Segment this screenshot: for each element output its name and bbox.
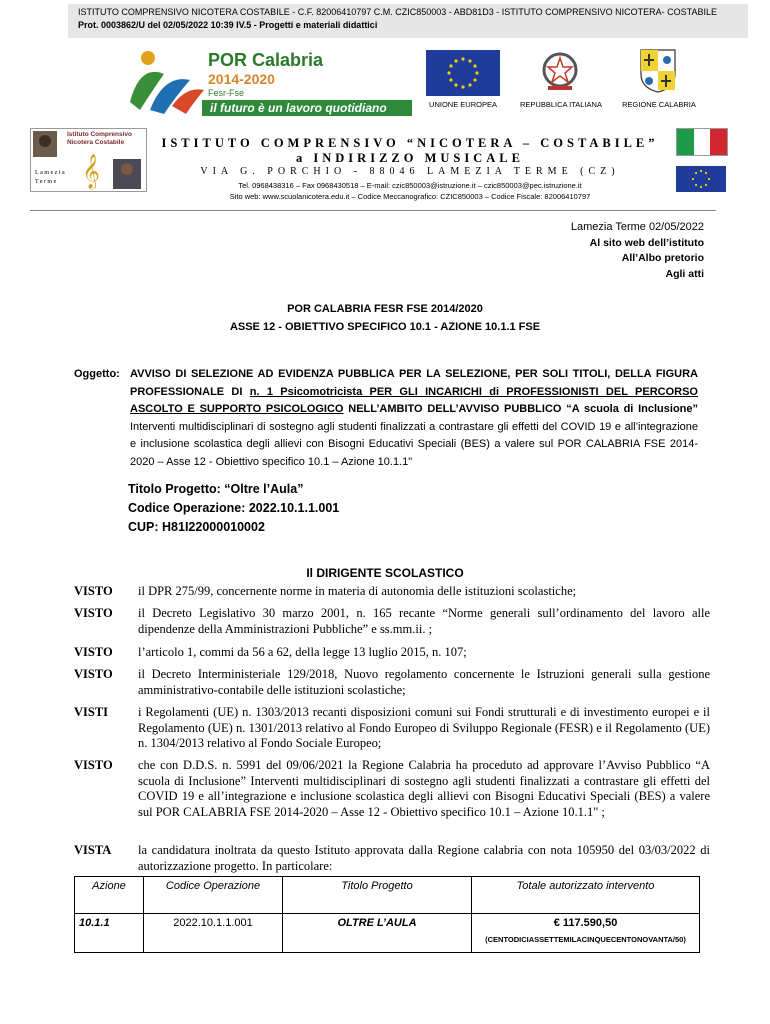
th-codice: Codice Operazione [144,877,283,914]
document-heading [0,300,770,336]
oggetto-text [130,366,698,472]
project-code: Codice Operazione: 2022.10.1.1.001 [128,501,340,515]
visto-item [74,705,710,752]
td-totale [472,914,700,953]
table-header-row [75,877,700,914]
por-fund: Fesr-Fse [208,88,244,98]
por-calabria-logo [120,44,420,118]
visto-key: VISTO [74,667,113,681]
school-logo-line-2: Nicotera Costabile [67,139,125,146]
oggetto-block [74,366,698,472]
svg-text:𝄞: 𝄞 [82,154,100,189]
regione-calabria-emblem-icon [637,46,679,94]
th-totale: Totale autorizzato intervento [472,877,700,914]
stamp-line-2: Prot. 0003862/U del 02/05/2022 10:39 IV.5 - Progetti e materiali didattici [78,20,378,30]
visto-key: VISTO [74,758,113,772]
visto-key: VISTO [74,645,113,659]
header-divider [30,210,716,211]
school-contacts-line-2: Sito web: www.scuolanicotera.edu.it – Codice Meccanografico: CZIC850003 – Codice Fiscale: 82006410797 [229,192,591,201]
authorization-table [74,876,700,953]
visto-item [74,843,710,874]
recipient-1: Al sito web dell’istituto [589,236,704,249]
visto-text: i Regolamenti (UE) n. 1303/2013 recanti disposizioni comuni sui Fondi strutturali e di investimento europei e il Regolamento (UE) n. 1301/2013 relativo al Fondo Europeo di Sviluppo Regionale (FESR) e il Regolamento (UE) n. 1304/2013 relativo al Fondo Sociale Europeo; [138,705,710,750]
italian-republic-emblem-icon [540,48,580,94]
recipients-block [571,220,704,282]
th-titolo: Titolo Progetto [283,877,472,914]
school-logo-line-1: Istituto Comprensivo [67,131,133,138]
caption-it: REPUBBLICA ITALIANA [520,100,602,109]
td-azione: 10.1.1 [75,914,144,953]
school-logo [30,128,147,192]
school-logo-line-4: Terme [35,179,58,185]
visto-item [74,667,710,698]
visto-item [74,584,710,600]
school-address: VIA G. PORCHIO - 88046 LAMEZIA TERME (CZ) [200,166,620,177]
visto-key: VISTO [74,584,113,598]
th-azione: Azione [75,877,144,914]
td-titolo: OLTRE L’AULA [283,914,472,953]
visto-key: VISTA [74,843,112,857]
project-title: Titolo Progetto: “Oltre l’Aula” [128,482,304,496]
school-name-line-1: ISTITUTO COMPRENSIVO “NICOTERA – COSTABILE” [161,136,659,150]
eu-flag-small-icon [676,166,726,192]
heading-line-2: ASSE 12 - OBIETTIVO SPECIFICO 10.1 - AZIONE 10.1.1 FSE [229,321,541,333]
italian-flag-icon [676,128,728,156]
school-logo-line-3: Lamezia [35,170,67,176]
eu-flag-icon [426,50,500,96]
caption-eu: UNIONE EUROPEA [429,100,497,109]
school-name [150,136,670,166]
oggetto-part-4: Interventi multidisciplinari di sostegno agli studenti finalizzati a contrastare gli effetti del COVID 19 e all’integrazione e inclusione scolastica degli allievi con Bisogni Educativi Speciali (BES) a valere sul POR CALABRIA FSE 2014-2020 – Asse 12 - Obiettivo specifico 10.1 – Azione 10.1.1" [130,420,698,468]
por-slogan: il futuro è un lavoro quotidiano [210,101,387,115]
project-cup: CUP: H81I22000010002 [128,520,265,534]
por-years: 2014-2020 [208,71,275,87]
caption-cal: REGIONE CALABRIA [622,100,696,109]
visto-item [74,645,710,661]
visto-text: la candidatura inoltrata da questo Istituto approvata dalla Regione calabria con nota 105950 del 03/03/2022 di autorizzazione progetto. In particolare: [138,843,710,873]
oggetto-part-1: AVVISO DI SELEZIONE AD EVIDENZA PUBBLICA PER LA SELEZIONE, PER SOLI TITOLI, DELLA FIGURA PROFESSIONALE DI [130,368,698,398]
visto-key: VISTI [74,705,109,719]
visto-text: il Decreto Interministeriale 129/2018, Nuovo regolamento concernente le Istruzioni generali sulla gestione amministrativo-contabile delle istituzioni scolastiche; [138,667,710,697]
recipient-3: Agli atti [665,267,704,280]
oggetto-part-2: n. 1 Psicomotricista PER GLI INCARICHI di PROFESSIONISTI DEL PERCORSO ASCOLTO E SUPPORTO PSICOLOGICO [130,385,698,416]
school-contacts [150,180,670,202]
visto-key: VISTO [74,606,113,620]
stamp-line-1: ISTITUTO COMPRENSIVO NICOTERA COSTABILE - C.F. 82006410797 C.M. CZIC850003 - ABD81D3 - ISTITUTO COMPRENSIVO NICOTERA- COSTABILE [78,7,717,17]
visto-text: il Decreto Legislativo 30 marzo 2001, n. 165 recante “Norme generali sull’ordinamento del lavoro alle dipendenze della Amministrazioni Pubbliche” e ss.mm.ii. ; [138,606,710,636]
visto-text: che con D.D.S. n. 5991 del 09/06/2021 la Regione Calabria ha proceduto ad approvare l’Avviso Pubblico “A scuola di Inclusione” Interventi multidisciplinari di sostegno agli studenti finalizzati a contrastare gli effetti del COVID 19 e all’integrazione e inclusione scolastica degli allievi con Bisogni Educativi Speciali (BES) a valere sul POR CALABRIA FSE 2014-2020 – Asse 12 - Obiettivo specifico 10.1 – Azione 10.1.1" ; [138,758,710,819]
project-info [128,480,339,537]
table-row [75,914,700,953]
visto-text: il DPR 275/99, concernente norme in materia di autonomia delle istituzioni scolastiche; [138,584,577,598]
heading-line-1: POR CALABRIA FESR FSE 2014/2020 [287,303,483,315]
protocol-stamp [68,4,748,38]
school-contacts-line-1: Tel. 0968438316 – Fax 0968430518 – E-mail: czic850003@istruzione.it – czic850003@pec.istruzione.it [238,181,582,190]
td-codice: 2022.10.1.1.001 [144,914,283,953]
oggetto-label: Oggetto: [74,368,120,380]
visto-item [74,758,710,820]
place-date: Lamezia Terme 02/05/2022 [570,221,704,233]
totale-in-lettere: (CENTODICIASSETTEMILACINQUECENTONOVANTA/50) [485,935,686,944]
por-title: POR Calabria [208,50,324,70]
totale-amount: € 117.590,50 [553,917,618,929]
dirigente-heading: Il DIRIGENTE SCOLASTICO [306,566,464,580]
oggetto-part-3: NELL’AMBITO DELL’AVVISO PUBBLICO “A scuola di Inclusione” [343,403,698,416]
visto-item [74,606,710,637]
recipient-2: All’Albo pretorio [621,252,704,264]
school-name-line-2: a INDIRIZZO MUSICALE [296,151,524,165]
visto-text: l’articolo 1, commi da 56 a 62, della legge 13 luglio 2015, n. 107; [138,645,467,659]
